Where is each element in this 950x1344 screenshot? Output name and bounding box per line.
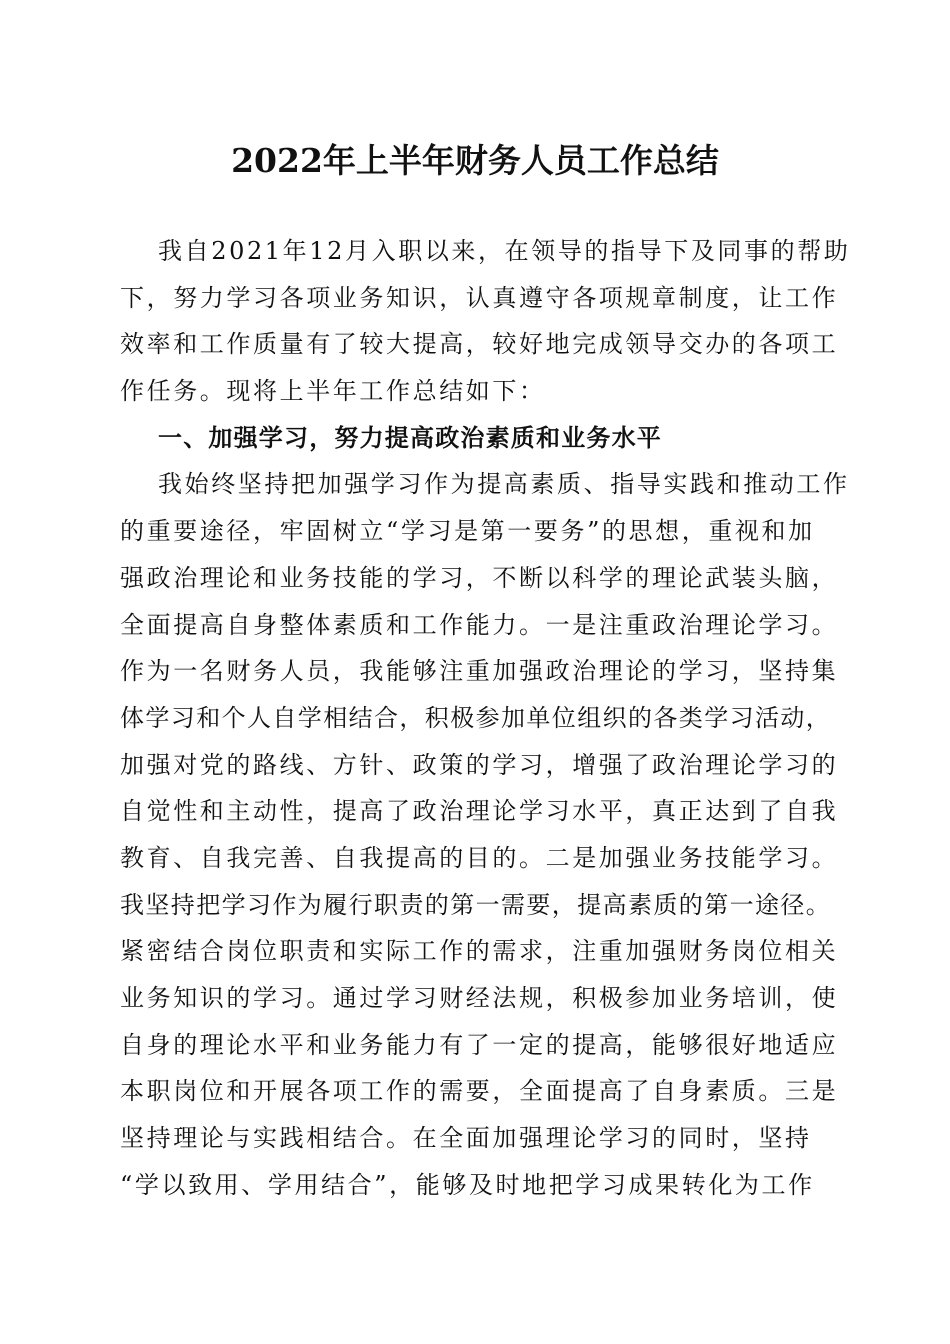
paragraph-line: 自身的理论水平和业务能力有了一定的提高，能够很好地适应 (120, 1030, 839, 1059)
paragraph-line: 全面提高自身整体素质和工作能力。一是注重政治理论学习。 (120, 610, 839, 639)
paragraph-line: 本职岗位和开展各项工作的需要，全面提高了自身素质。三是 (120, 1077, 839, 1106)
paragraph-line: 体学习和个人自学相结合，积极参加单位组织的各类学习活动， (120, 703, 832, 732)
section-heading: 一、加强学习，努力提高政治素质和业务水平 (158, 423, 662, 452)
paragraph-line: 下，努力学习各项业务知识，认真遵守各项规章制度，让工作 (120, 283, 839, 312)
paragraph-line: 效率和工作质量有了较大提高，较好地完成领导交办的各项工 (120, 330, 839, 359)
paragraph-line: 作为一名财务人员，我能够注重加强政治理论的学习，坚持集 (120, 657, 839, 686)
paragraph-line: 强政治理论和业务技能的学习，不断以科学的理论武装头脑， (120, 563, 839, 592)
paragraph-line: 的重要途径，牢固树立“学习是第一要务”的思想，重视和加 (120, 517, 815, 546)
paragraph-line: 我自2021年12月入职以来，在领导的指导下及同事的帮助 (158, 237, 851, 265)
paragraph-line: 教育、自我完善、自我提高的目的。二是加强业务技能学习。 (120, 843, 839, 872)
paragraph-line: 紧密结合岗位职责和实际工作的需求，注重加强财务岗位相关 (120, 937, 839, 966)
paragraph-line: “学以致用、学用结合”，能够及时地把学习成果转化为工作 (120, 1170, 815, 1199)
document-body (120, 228, 851, 1208)
paragraph-line: 我坚持把学习作为履行职责的第一需要，提高素质的第一途径。 (120, 890, 832, 919)
paragraph-line: 我始终坚持把加强学习作为提高素质、指导实践和推动工作 (158, 470, 850, 499)
paragraph-line: 作任务。现将上半年工作总结如下： (120, 377, 546, 406)
paragraph-line: 加强对党的路线、方针、政策的学习，增强了政治理论学习的 (120, 750, 839, 779)
paragraph-line: 坚持理论与实践相结合。在全面加强理论学习的同时，坚持 (120, 1124, 812, 1153)
paragraph-line: 自觉性和主动性，提高了政治理论学习水平，真正达到了自我 (120, 797, 839, 826)
page-title: 2022年上半年财务人员工作总结 (231, 141, 719, 180)
paragraph-line: 业务知识的学习。通过学习财经法规，积极参加业务培训，使 (120, 984, 839, 1012)
